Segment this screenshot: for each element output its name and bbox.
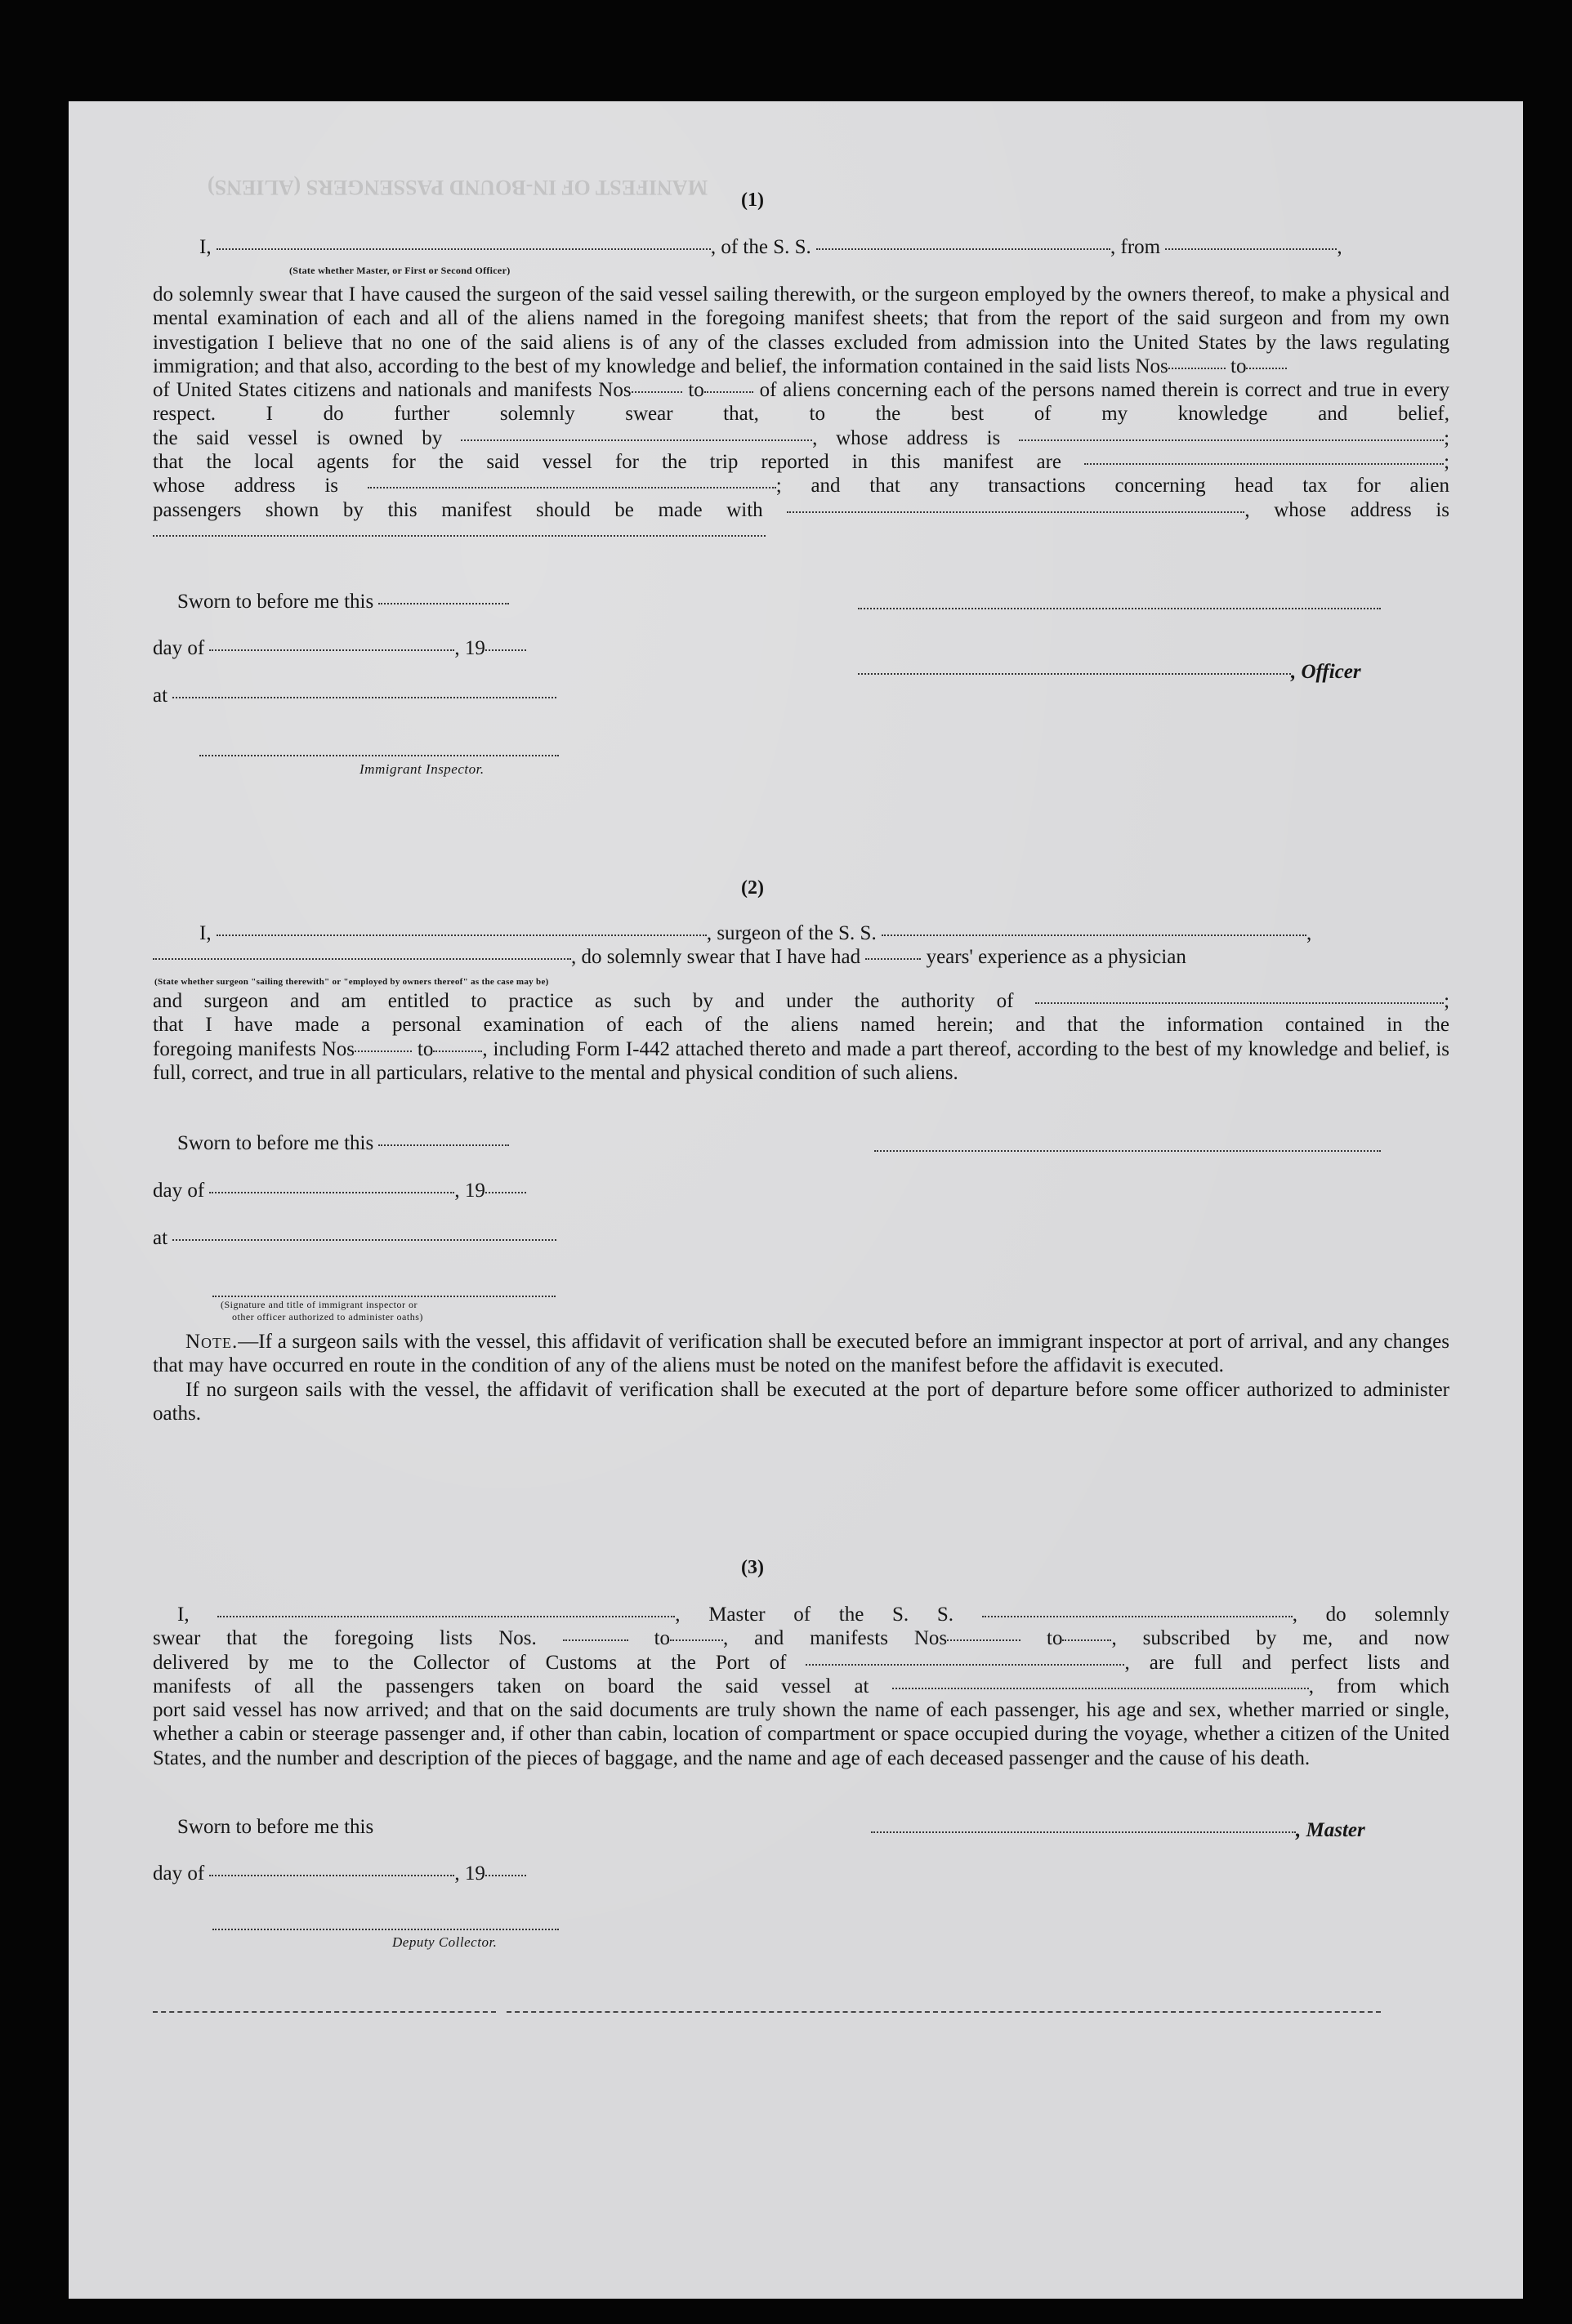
blank-officer xyxy=(858,673,1291,675)
port-line: delivered by me to the Collector of Customs at the Port of , are full and perfect lists and xyxy=(153,1651,1450,1674)
day-of-line-2: day of , 19 xyxy=(153,1179,526,1203)
blank-departure-port xyxy=(892,1688,1309,1689)
label-from: , from xyxy=(1110,236,1161,258)
bleed-through-text: MANIFEST OF IN-BOUND PASSENGERS (ALIENS) xyxy=(208,176,708,199)
blank-year xyxy=(485,649,526,651)
inspector-signature-line xyxy=(212,1296,556,1297)
blank-agents-address xyxy=(368,487,776,488)
section-2-line-2: , do solemnly swear that I have had years' experience as a physician xyxy=(153,945,1186,970)
blank-manifest-to xyxy=(704,391,753,393)
blank-list-to xyxy=(670,1639,723,1641)
blank-manifest-to xyxy=(1062,1639,1111,1641)
blank-vessel xyxy=(982,1616,1293,1617)
paragraph: port said vessel has now arrived; and that on the said documents are truly shown the name of each passenger, his age and sex, whether married or single, whether a cabin or steerage passenger and, if other than cabin, location of compartment or space occupied during the voyage, whether a citizen of the United States, and the number and description of the pieces of baggage, and the name and age of each deceased passenger and the cause of his death. xyxy=(153,1699,1449,1769)
blank-place xyxy=(172,697,556,698)
blank-manifest-to xyxy=(433,1050,482,1052)
section-2-line-1: I, , surgeon of the S. S. , xyxy=(199,922,1312,944)
deputy-signature-line xyxy=(212,1929,559,1930)
blank-list-from xyxy=(563,1639,628,1641)
manifests-line: manifests of all the passengers taken on board the said vessel at , from which xyxy=(153,1675,1449,1697)
owned-by-line: the said vessel is owned by , whose address is ; xyxy=(153,426,1450,449)
address-continuation xyxy=(153,522,1449,546)
blank-manifest-from xyxy=(632,391,682,393)
section-3-body xyxy=(153,1603,1449,1770)
blank-sailing-status xyxy=(153,958,571,960)
blank-agents xyxy=(1084,463,1444,465)
bottom-rule-right xyxy=(507,2011,1381,2013)
sworn-line-2: Sworn to before me this xyxy=(177,1131,509,1156)
blank-from xyxy=(1165,248,1337,250)
label-i: I, xyxy=(199,236,212,258)
blank-place xyxy=(172,1239,556,1241)
blank-list-from xyxy=(1168,368,1226,369)
sig-caption-2: other officer authorized to administer oaths) xyxy=(232,1311,423,1323)
inspector-signature-line xyxy=(199,755,559,756)
blank-authority xyxy=(1035,1002,1444,1004)
blank-sworn-day xyxy=(378,1144,509,1146)
sig-caption-1: (Signature and title of immigrant inspector or xyxy=(221,1299,418,1310)
blank-month xyxy=(209,1875,454,1876)
section-2-body xyxy=(153,989,1449,1085)
note-label: Note. xyxy=(185,1331,239,1353)
blank-owner-address xyxy=(1019,439,1444,441)
blank-head-tax-party xyxy=(787,511,1244,513)
authority-line: and surgeon and am entitled to practice as such by and under the authority of ; xyxy=(153,990,1450,1012)
officer-signature-line: , Officer xyxy=(858,660,1361,685)
deputy-caption: Deputy Collector. xyxy=(392,1934,498,1950)
blank-surgeon-name xyxy=(217,935,707,936)
blank-year xyxy=(485,1875,526,1876)
master-signature-line: , Master xyxy=(871,1818,1365,1843)
lists-line: swear that the foregoing lists Nos. to , and manifests Nos to , subscribed by me, and now xyxy=(153,1627,1450,1650)
blank-year xyxy=(485,1192,526,1193)
blank-manifest-from xyxy=(355,1050,412,1052)
blank-master-name xyxy=(217,1616,675,1617)
blank-vessel xyxy=(882,935,1306,936)
blank-manifest-from xyxy=(947,1639,1020,1641)
inspector-caption: Immigrant Inspector. xyxy=(360,761,485,777)
blank-years xyxy=(865,958,921,960)
manifest-sheet xyxy=(69,101,1523,2299)
section-1-body xyxy=(153,283,1449,546)
note-paragraph-1: Note.—If a surgeon sails with the vessel, this affidavit of verification shall be executed before an immigrant inspector at port of arrival, and any changes that may have occurred en route in the condition of any of the aliens must be noted on the manifest before the affidavit is executed. xyxy=(153,1331,1449,1377)
blank-port xyxy=(806,1664,1124,1666)
section-2-number: (2) xyxy=(741,877,764,899)
bottom-rule-left xyxy=(153,2011,496,2013)
day-of-line-3: day of , 19 xyxy=(153,1862,526,1886)
sworn-line-1: Sworn to before me this xyxy=(177,590,509,614)
blank-list-to xyxy=(1246,368,1287,369)
section-1-line-1: I, , of the S. S. , from , xyxy=(199,236,1342,258)
blank-month xyxy=(209,1192,454,1193)
surgeon-signature-line xyxy=(874,1150,1381,1152)
passengers-line: passengers shown by this manifest should be made with , whose address is xyxy=(153,498,1449,521)
paragraph: do solemnly swear that I have caused the surgeon of the said vessel sailing therewith, or the surgeon employed by the owners thereof, to make a physical and mental examination of each and all of the aliens named in the foregoing manifest sheets; that from the report of the said surgeon and from my own investigation I believe that no one of the said aliens is of any of the classes excluded from admission into the United States by the laws regulating immigration; and that also, according to the best of my knowledge and belief, the information contained in the said lists Nos to xyxy=(153,283,1449,377)
blank-vessel xyxy=(816,248,1110,250)
master-line: I, , Master of the S. S. , do solemnly xyxy=(177,1604,1449,1626)
at-line-1: at xyxy=(153,684,556,708)
note-paragraph-2: If no surgeon sails with the vessel, the affidavit of verification shall be executed at the port of departure before some officer authorized to administer oaths. xyxy=(153,1378,1449,1425)
local-agents-line: that the local agents for the said vessel for the trip reported in this manifest are ; xyxy=(153,451,1450,474)
section-1-caption: (State whether Master, or First or Second Officer) xyxy=(289,265,511,276)
section-3-number: (3) xyxy=(741,1557,764,1578)
section-2-caption: (State whether surgeon "sailing therewith" or "employed by owners thereof" as the case may be) xyxy=(154,977,549,987)
at-line-2: at xyxy=(153,1226,556,1251)
blank-owner xyxy=(461,439,812,441)
head-tax-line: whose address is ; and that any transactions concerning head tax for alien xyxy=(153,475,1449,497)
label-of-ss: , of the S. S. xyxy=(710,236,811,258)
blank-master-signature xyxy=(871,1831,1296,1833)
paragraph: that I have made a personal examination of each of the aliens named herein; and that the information contained in the xyxy=(153,1014,1449,1037)
paragraph: of United States citizens and nationals and manifests Nos to of aliens concerning each of the persons named therein is correct and true in every respect. I do further solemnly swear that, to the best of my knowledge and belief, xyxy=(153,379,1449,426)
note xyxy=(153,1330,1449,1425)
blank-sworn-day xyxy=(378,603,509,604)
section-1-number: (1) xyxy=(741,190,764,211)
sworn-line-3: Sworn to before me this xyxy=(177,1816,374,1838)
blank-name xyxy=(217,248,711,250)
signature-line xyxy=(858,608,1381,609)
day-of-line-1: day of , 19 xyxy=(153,636,526,661)
paragraph: foregoing manifests Nos to , including Form I-442 attached thereto and made a part thereof, according to the best of my knowledge and belief, is full, correct, and true in all particulars, relative to the mental and physical condition of such aliens. xyxy=(153,1037,1449,1084)
blank-month xyxy=(209,649,454,651)
blank-party-address xyxy=(153,535,766,537)
